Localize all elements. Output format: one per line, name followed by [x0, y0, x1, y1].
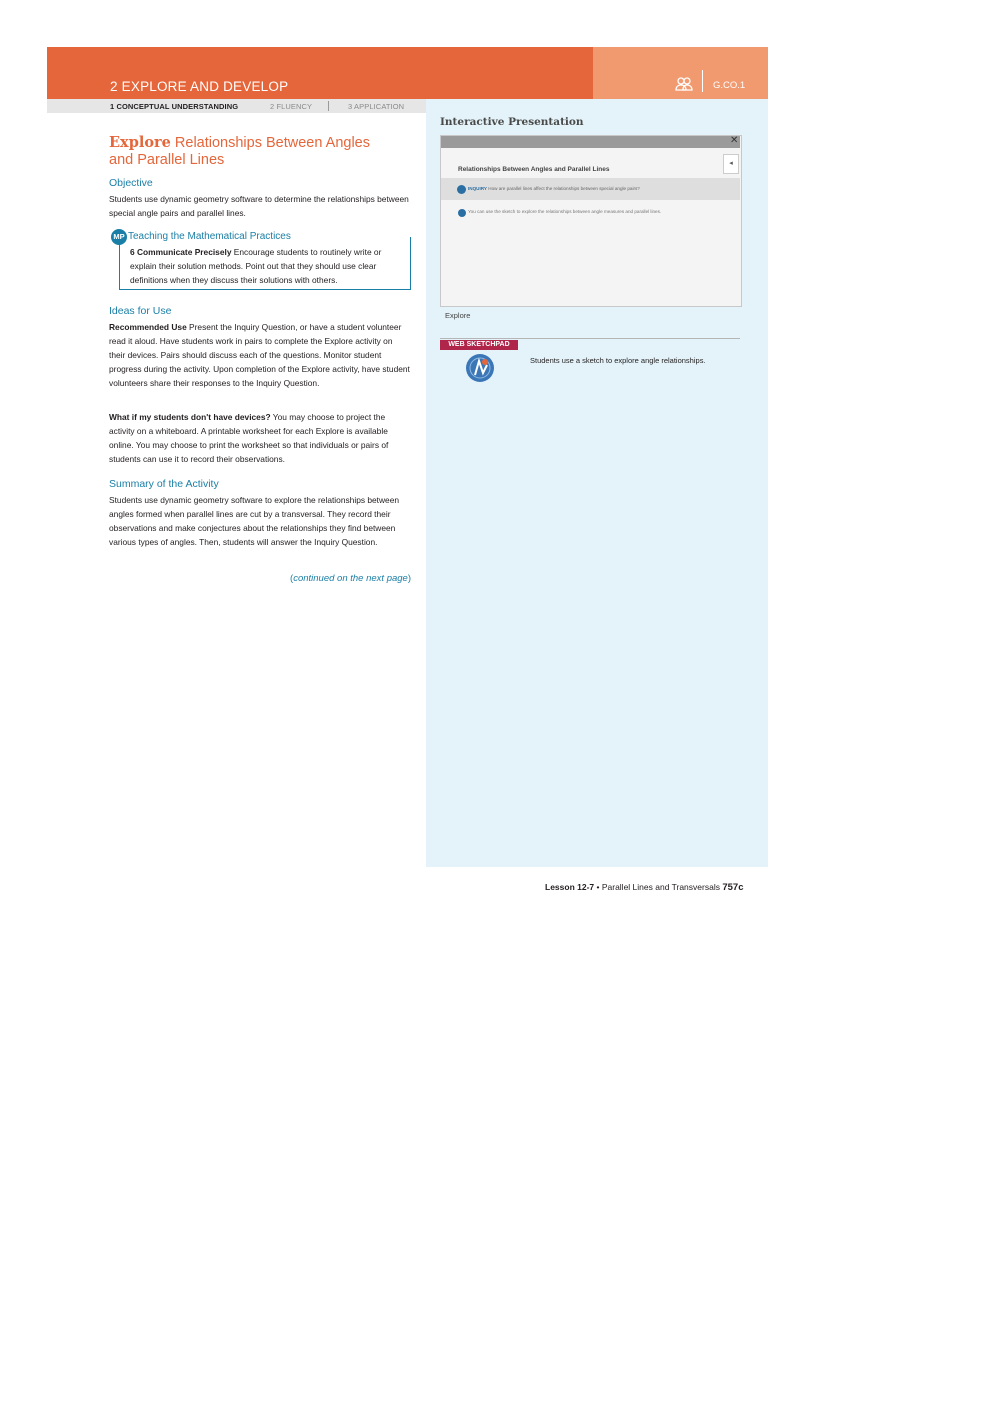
interactive-presentation-heading: Interactive Presentation — [440, 116, 584, 128]
footer-bullet: • — [594, 882, 602, 892]
page-number: 757c — [722, 882, 744, 893]
mp-body: Encourage students to routinely write or explain their solution methods. Point out that they should use clear definitions when they discuss their solutions with others. — [130, 247, 382, 285]
continued-open: ( — [290, 573, 294, 584]
tab-application[interactable]: 3 APPLICATION — [348, 102, 405, 111]
ideas-paragraph-2 — [109, 410, 411, 466]
continued-text: continued on the next page — [293, 573, 408, 584]
presentation-screen-title: Relationships Between Angles and Parallel Lines — [458, 166, 610, 173]
math-practices-heading: Teaching the Mathematical Practices — [128, 231, 291, 242]
header-divider — [702, 70, 703, 92]
web-sketchpad-description: Students use a sketch to explore angle relationships. — [530, 356, 706, 365]
page-footer — [545, 882, 743, 893]
group-icon — [675, 76, 693, 92]
standard-code: G.CO.1 — [713, 80, 746, 91]
presentation-screenshot — [440, 135, 742, 307]
web-sketchpad-badge: WEB SKETCHPAD — [440, 340, 518, 350]
ideas-p1-text: Present the Inquiry Question, or have a student volunteer read it aloud. Have students work in pairs to complete the Explore activity on their devices. Pairs should discuss each of the questions. Monitor student progress during the activity. Upon completion of the Explore activity, have student volunteers share their responses to the Inquiry Question. — [109, 322, 410, 388]
ideas-p2-text: You may choose to project the activity on a whiteboard. A printable worksheet for each Explore is available online. You may choose to print the worksheet so that individuals or pairs of students can use it to record their observations. — [109, 412, 389, 464]
sketch-item-text: You can use the sketch to explore the relationships between angle measures and parallel lines. — [468, 209, 662, 214]
inquiry-question: How are parallel lines affect the relationships between special angle pairs? — [486, 186, 640, 191]
page-title — [109, 134, 409, 169]
divider — [440, 338, 740, 339]
summary-heading: Summary of the Activity — [109, 478, 219, 490]
math-practices-text — [130, 245, 405, 287]
title-line-2: and Parallel Lines — [109, 152, 225, 168]
footer-topic: Parallel Lines and Transversals — [601, 882, 720, 892]
sketch-item-icon — [458, 209, 466, 217]
ideas-paragraph-1 — [109, 320, 411, 390]
continued-close: ) — [407, 573, 411, 584]
presentation-topbar — [441, 136, 740, 148]
title-lead: Explore — [109, 134, 171, 151]
presentation-caption: Explore — [445, 311, 471, 320]
inquiry-icon — [457, 185, 466, 194]
mp-badge-icon: MP — [111, 229, 127, 245]
inquiry-text — [468, 186, 640, 191]
tab-conceptual-understanding[interactable]: 1 CONCEPTUAL UNDERSTANDING — [110, 102, 239, 111]
objective-text: Students use dynamic geometry software to determine the relationships between special angle pairs and parallel lines. — [109, 194, 409, 218]
title-line-1: Relationships Between Angles — [170, 135, 370, 151]
ideas-p2-bold: What if my students don't have devices? — [109, 412, 271, 422]
close-icon[interactable]: ✕ — [730, 135, 739, 146]
mp-bold-label: 6 Communicate Precisely — [130, 247, 232, 257]
nav-arrow-icon[interactable]: ◂ — [723, 154, 739, 174]
tab-fluency[interactable]: 2 FLUENCY — [270, 102, 313, 111]
tab-separator — [328, 101, 329, 111]
continued-note — [250, 573, 411, 584]
web-sketchpad-icon — [465, 353, 495, 383]
inquiry-label: INQUIRY — [468, 186, 487, 191]
ideas-p1-bold: Recommended Use — [109, 322, 187, 332]
objective-heading: Objective — [109, 177, 153, 189]
summary-text: Students use dynamic geometry software to explore the relationships between angles formed when parallel lines are cut by a transversal. They record their observations and make conjectures about the relationships they find between various types of angles. Then, students will answer the Inquiry Question. — [109, 495, 400, 547]
ideas-heading: Ideas for Use — [109, 305, 172, 317]
footer-lesson: Lesson 12-7 — [545, 882, 595, 892]
section-title: 2 EXPLORE AND DEVELOP — [110, 79, 289, 94]
